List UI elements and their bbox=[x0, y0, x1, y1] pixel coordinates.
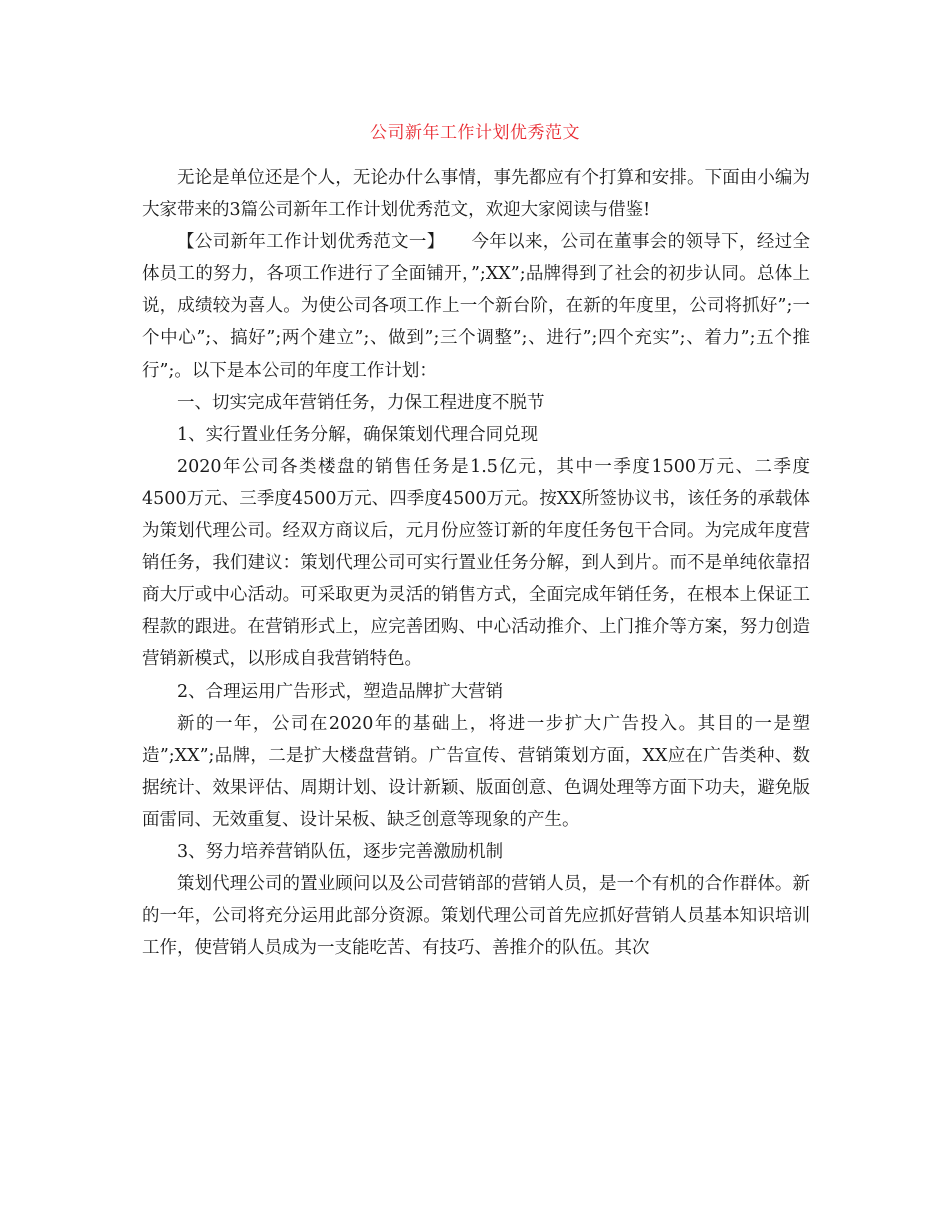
document-body bbox=[142, 162, 810, 964]
subsection-heading-3: 3、努力培养营销队伍，逐步完善激励机制 bbox=[177, 841, 504, 862]
document-title: 公司新年工作计划优秀范文 bbox=[370, 123, 580, 143]
paragraph-sample-one: 【公司新年工作计划优秀范文一】 今年以来，公司在董事会的领导下，经过全体员工的努力，各项工作进行了全面铺开，”;XX”;品牌得到了社会的初步认同。总体上说，成绩较为喜人。为使公司各项工作上一个新台阶，在新的年度里，公司将抓好”;一个中心”;、搞好”;两个建立”;、做到”;三个调整”;、进行”;四个充实”;、着力”;五个推行”;。以下是本公司的年度工作计划： bbox=[142, 232, 810, 381]
paragraph-sales-team: 策划代理公司的置业顾问以及公司营销部的营销人员，是一个有机的合作群体。新的一年，公司将充分运用此部分资源。策划代理公司首先应抓好营销人员基本知识培训工作，使营销人员成为一支能吃苦、有技巧、善推介的队伍。其次 bbox=[142, 874, 810, 959]
paragraph-intro: 无论是单位还是个人，无论办什么事情，事先都应有个打算和安排。下面由小编为大家带来的3篇公司新年工作计划优秀范文，欢迎大家阅读与借鉴! bbox=[142, 168, 810, 221]
paragraph-sales-task: 2020年公司各类楼盘的销售任务是1.5亿元，其中一季度1500万元、二季度4500万元、三季度4500万元、四季度4500万元。按XX所签协议书，该任务的承载体为策划代理公司。经双方商议后，元月份应签订新的年度任务包干合同。为完成年度营销任务，我们建议：策划代理公司可实行置业任务分解，到人到片。而不是单纯依靠招商大厅或中心活动。可采取更为灵活的销售方式，全面完成年销任务，在根本上保证工程款的跟进。在营销形式上，应完善团购、中心活动推介、上门推介等方案，努力创造营销新模式，以形成自我营销特色。 bbox=[142, 456, 810, 670]
subsection-heading-2: 2、合理运用广告形式，塑造品牌扩大营销 bbox=[177, 681, 504, 702]
section-heading-1: 一、切实完成年营销任务，力保工程进度不脱节 bbox=[177, 392, 545, 413]
paragraph-advertising: 新的一年，公司在2020年的基础上，将进一步扩大广告投入。其目的一是塑造”;XX”;品牌，二是扩大楼盘营销。广告宣传、营销策划方面，XX应在广告类种、数据统计、效果评估、周期计划、设计新颖、版面创意、色调处理等方面下功夫，避免版面雷同、无效重复、设计呆板、缺乏创意等现象的产生。 bbox=[142, 713, 810, 830]
subsection-heading-1: 1、实行置业任务分解，确保策划代理合同兑现 bbox=[177, 424, 539, 445]
